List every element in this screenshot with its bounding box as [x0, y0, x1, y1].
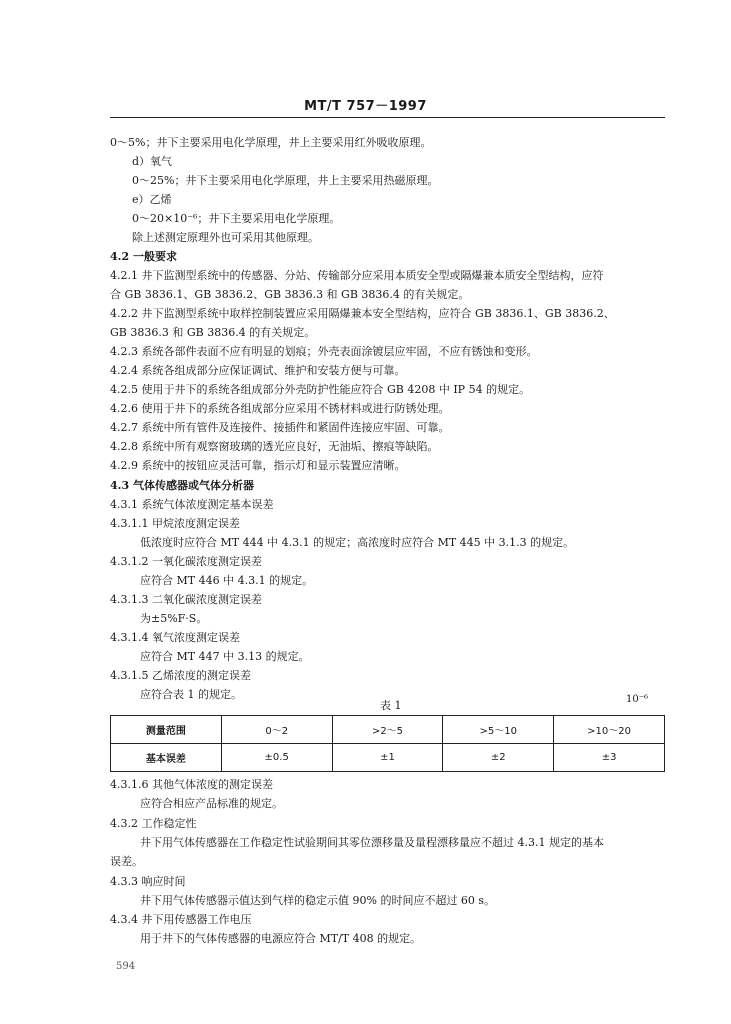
text-line: 除上述测定原理外也可采用其他原理。	[132, 231, 319, 244]
table-cell: 0～2	[221, 716, 332, 744]
subsection-heading: 4.3.3 响应时间	[110, 875, 186, 888]
clause-text: 4.2.8 系统中所有观察窗玻璃的透光应良好，无油垢、擦痕等缺陷。	[110, 440, 439, 453]
table-cell: ±2	[443, 744, 554, 772]
clause-text: 4.2.1 井下监测型系统中的传感器、分站、传输部分应采用本质安全型或隔爆兼本质安全型结构，应符	[110, 269, 604, 282]
text-line: 0～5%；井下主要采用电化学原理，井上主要采用红外吸收原理。	[110, 136, 432, 149]
clause-text: 井下用气体传感器在工作稳定性试验期间其零位漂移量及量程漂移量应不超过 4.3.1 规定的基本	[140, 836, 604, 849]
clause-text: 应符合相应产品标准的规定。	[140, 797, 283, 810]
table-unit: 10⁻⁶	[626, 694, 649, 705]
clause-text: 4.2.3 系统各部件表面不应有明显的划痕；外壳表面涂镀层应牢固，不应有锈蚀和变形。	[110, 345, 538, 358]
subsection-heading: 4.3.1.5 乙烯浓度的测定误差	[110, 669, 251, 682]
clause-text: 合 GB 3836.1、GB 3836.2、GB 3836.3 和 GB 3836.4 的有关规定。	[110, 288, 470, 301]
clause-text: 低浓度时应符合 MT 444 中 4.3.1 的规定；高浓度时应符合 MT 445 中 3.1.3 的规定。	[140, 536, 575, 549]
subsection-heading: 4.3.1.6 其他气体浓度的测定误差	[110, 778, 273, 791]
clause-text: 误差。	[110, 855, 143, 868]
clause-text: 为±5%F·S。	[140, 612, 208, 625]
subsection-heading: 4.3.1.3 二氧化碳浓度测定误差	[110, 593, 262, 606]
header-rule	[110, 117, 665, 118]
list-item-label: e）乙烯	[132, 193, 172, 206]
text-line: 0～20×10⁻⁶；井下主要采用电化学原理。	[132, 212, 341, 225]
clause-text: 用于井下的气体传感器的电源应符合 MT/T 408 的规定。	[140, 932, 422, 945]
table-row-label: 基本误差	[111, 744, 222, 772]
clause-text: 应符合 MT 446 中 4.3.1 的规定。	[140, 574, 314, 587]
table-row-label: 测量范围	[111, 716, 222, 744]
table-cell: >2～5	[332, 716, 443, 744]
clause-text: 4.2.9 系统中的按钮应灵活可靠，指示灯和显示装置应清晰。	[110, 459, 406, 472]
table-cell: ±3	[554, 744, 665, 772]
table-cell: >5～10	[443, 716, 554, 744]
subsection-heading: 4.3.1.2 一氧化碳浓度测定误差	[110, 555, 262, 568]
list-item-label: d）氧气	[132, 155, 173, 168]
page-header: MT/T 757－1997	[304, 99, 427, 114]
table-row	[111, 744, 665, 772]
subsection-heading: 4.3.1.1 甲烷浓度测定误差	[110, 517, 240, 530]
clause-text: 应符合 MT 447 中 3.13 的规定。	[140, 650, 310, 663]
subsection-heading: 4.3.1.4 氧气浓度测定误差	[110, 631, 240, 644]
clause-text: GB 3836.3 和 GB 3836.4 的有关规定。	[110, 326, 316, 339]
clause-text: 4.2.7 系统中所有管件及连接件、接插件和紧固件连接应牢固、可靠。	[110, 421, 450, 434]
table-cell: ±0.5	[221, 744, 332, 772]
subsection-heading: 4.3.4 井下用传感器工作电压	[110, 913, 252, 926]
clause-text: 4.2.6 使用于井下的系统各组成部分应采用不锈材料或进行防锈处理。	[110, 402, 450, 415]
table-cell: ±1	[332, 744, 443, 772]
table-row	[111, 716, 665, 744]
subsection-heading: 4.3.1 系统气体浓度测定基本误差	[110, 498, 274, 511]
table-caption: 表 1	[380, 699, 402, 712]
text-line: 0～25%；井下主要采用电化学原理，井上主要采用热磁原理。	[132, 174, 439, 187]
section-heading: 4.3 气体传感器或气体分析器	[110, 479, 254, 492]
clause-text: 应符合表 1 的规定。	[140, 688, 242, 701]
clause-text: 4.2.2 井下监测型系统中取样控制装置应采用隔爆兼本安全型结构，应符合 GB 3836.1、GB 3836.2、	[110, 307, 615, 320]
page-number: 594	[116, 961, 136, 972]
clause-text: 4.2.4 系统各组成部分应保证调试、维护和安装方便与可靠。	[110, 364, 406, 377]
subsection-heading: 4.3.2 工作稳定性	[110, 817, 197, 830]
table-cell: >10～20	[554, 716, 665, 744]
section-heading: 4.2 一般要求	[110, 250, 177, 263]
gas-error-table	[110, 715, 665, 772]
clause-text: 井下用气体传感器示值达到气样的稳定示值 90% 的时间应不超过 60 s。	[140, 894, 496, 907]
clause-text: 4.2.5 使用于井下的系统各组成部分外壳防护性能应符合 GB 4208 中 IP 54 的规定。	[110, 383, 531, 396]
